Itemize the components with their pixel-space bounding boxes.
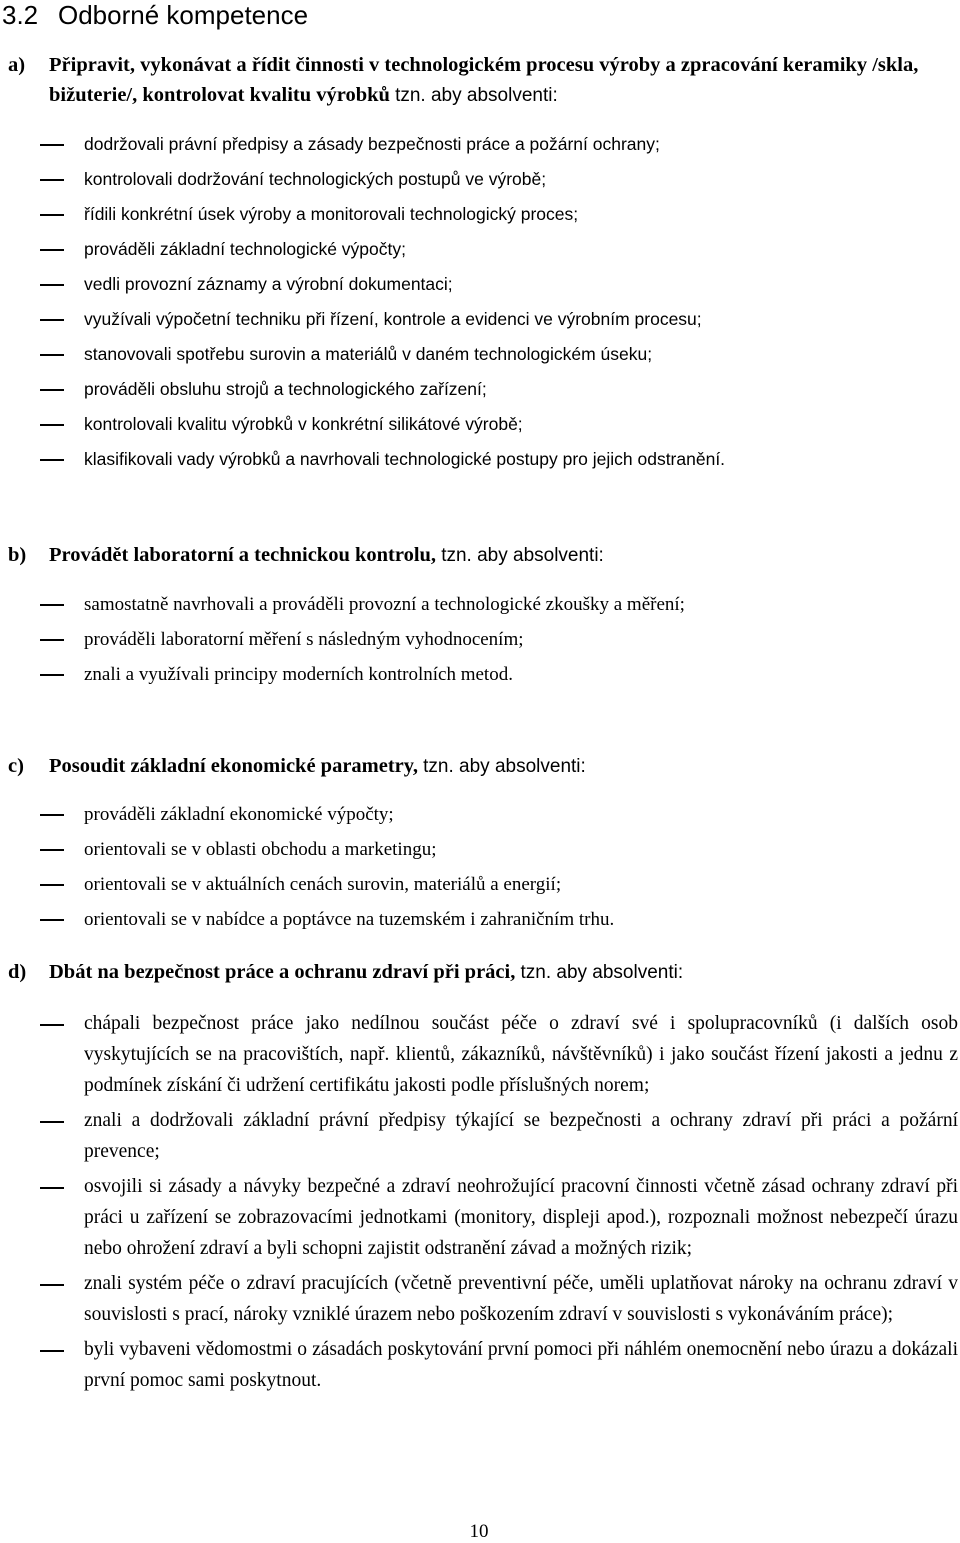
section-d-list [0,1008,958,1400]
list-item-text: stanovovali spotřebu surovin a materiálů v daném technologickém úseku; [84,344,653,364]
section-letter: c) [8,755,24,777]
list-item-text: prováděli základní ekonomické výpočty; [84,804,394,825]
section-title-text: Provádět laboratorní a technickou kontrolu, [49,544,437,566]
list-item [0,902,958,937]
list-item-text: vedli provozní záznamy a výrobní dokumentaci; [84,274,453,294]
section-d-title [8,957,958,988]
section-tzn: tzn. aby absolventi: [520,962,684,983]
heading-title: Odborné kompetence [58,0,309,30]
list-item-text: znali a dodržovali základní právní předpisy týkající se bezpečnosti a ochrany zdraví při práci a požární prevence; [84,1110,958,1162]
list-item [0,232,958,267]
list-item [0,267,958,302]
list-item-text: orientovali se v aktuálních cenách surovin, materiálů a energií; [84,874,562,895]
section-heading [2,0,308,30]
list-item-text: znali a využívali principy moderních kontrolních metod. [84,664,513,685]
dash-bullet [40,849,64,851]
list-item [0,302,958,337]
section-b-title [8,540,958,571]
dash-bullet [40,284,64,286]
list-item-text: osvojili si zásady a návyky bezpečné a zdraví neohrožující pracovní činnosti včetně zásad ochrany zdraví při práci u zařízení se zobrazovacími jednotkami (monitory, displeji apod.), rozpoznali možnost nebezpečí úrazu nebo ohrožení zdraví a byli schopni zajistit odstranění závad a možných rizik; [84,1176,958,1259]
list-item [0,867,958,902]
list-item [0,197,958,232]
dash-bullet [40,1350,64,1352]
list-item-text: dodržovali právní předpisy a zásady bezpečnosti práce a požární ochrany; [84,134,660,154]
list-item [0,832,958,867]
list-item-text: samostatně navrhovali a prováděli provozní a technologické zkoušky a měření; [84,594,685,615]
section-title-text: Připravit, vykonávat a řídit činnosti v technologickém procesu výroby a zpracování keramiky /skla, bižuterie/, kontrolovat kvalitu výrobků [49,54,919,106]
dash-bullet [40,144,64,146]
dash-bullet [40,389,64,391]
list-item [0,337,958,372]
section-a-list [0,127,958,477]
list-item-text: využívali výpočetní techniku při řízení, kontrole a evidenci ve výrobním procesu; [84,309,702,329]
section-b-list [0,587,958,692]
dash-bullet [40,639,64,641]
section-c-list [0,797,958,937]
dash-bullet [40,214,64,216]
list-item [0,1008,958,1101]
list-item [0,127,958,162]
list-item-text: byli vybaveni vědomostmi o zásadách poskytování první pomoci při náhlém onemocnění nebo úrazu a dokázali první pomoc sami poskytnout. [84,1339,958,1391]
section-c-title [8,751,958,782]
list-item [0,587,958,622]
list-item [0,372,958,407]
list-item [0,1268,958,1330]
section-a-title [8,50,958,111]
dash-bullet [40,884,64,886]
list-item [0,797,958,832]
dash-bullet [40,424,64,426]
dash-bullet [40,319,64,321]
dash-bullet [40,1284,64,1286]
section-title-text: Dbát na bezpečnost práce a ochranu zdraví při práci, [49,961,516,983]
dash-bullet [40,1187,64,1189]
list-item [0,1171,958,1264]
dash-bullet [40,814,64,816]
dash-bullet [40,674,64,676]
list-item [0,1334,958,1396]
dash-bullet [40,354,64,356]
list-item [0,657,958,692]
list-item [0,622,958,657]
section-title-text: Posoudit základní ekonomické parametry, [49,755,419,777]
list-item-text: chápali bezpečnost práce jako nedílnou součást péče o zdraví své i spolupracovníků (i dalších osob vyskytujících se na pracovištích, např. klientů, zákazníků, návštěvníků) i jako součást řízení jakosti a jednu z podmínek získání či udržení certifikátu jakosti podle příslušných norem; [84,1013,958,1096]
list-item-text: prováděli obsluhu strojů a technologického zařízení; [84,379,487,399]
list-item-text: orientovali se v oblasti obchodu a marketingu; [84,839,437,860]
list-item-text: znali systém péče o zdraví pracujících (včetně preventivní péče, uměli uplatňovat nároky na ochranu zdraví v souvislosti s prací, nároky vzniklé úrazem nebo poškozením zdraví v souvislosti s vykonáváním práce); [84,1273,958,1325]
section-letter: d) [8,961,27,983]
list-item-text: kontrolovali kvalitu výrobků v konkrétní silikátové výrobě; [84,414,523,434]
list-item [0,162,958,197]
dash-bullet [40,1024,64,1026]
section-letter: a) [8,54,26,76]
dash-bullet [40,459,64,461]
heading-number: 3.2 [2,0,39,30]
dash-bullet [40,179,64,181]
dash-bullet [40,919,64,921]
list-item-text: prováděli laboratorní měření s následným vyhodnocením; [84,629,524,650]
list-item-text: klasifikovali vady výrobků a navrhovali technologické postupy pro jejich odstranění. [84,449,726,469]
list-item-text: orientovali se v nabídce a poptávce na tuzemském i zahraničním trhu. [84,909,615,930]
dash-bullet [40,1121,64,1123]
list-item [0,1105,958,1167]
section-tzn: tzn. aby absolventi: [423,756,586,777]
section-tzn: tzn. aby absolventi: [441,545,604,566]
list-item-text: řídili konkrétní úsek výroby a monitorovali technologický proces; [84,204,579,224]
section-tzn: tzn. aby absolventi: [395,85,558,106]
dash-bullet [40,604,64,606]
section-letter: b) [8,544,27,566]
list-item-text: prováděli základní technologické výpočty; [84,239,406,259]
dash-bullet [40,249,64,251]
list-item-text: kontrolovali dodržování technologických postupů ve výrobě; [84,169,547,189]
list-item [0,407,958,442]
list-item [0,442,958,477]
page-number: 10 [469,1521,489,1542]
